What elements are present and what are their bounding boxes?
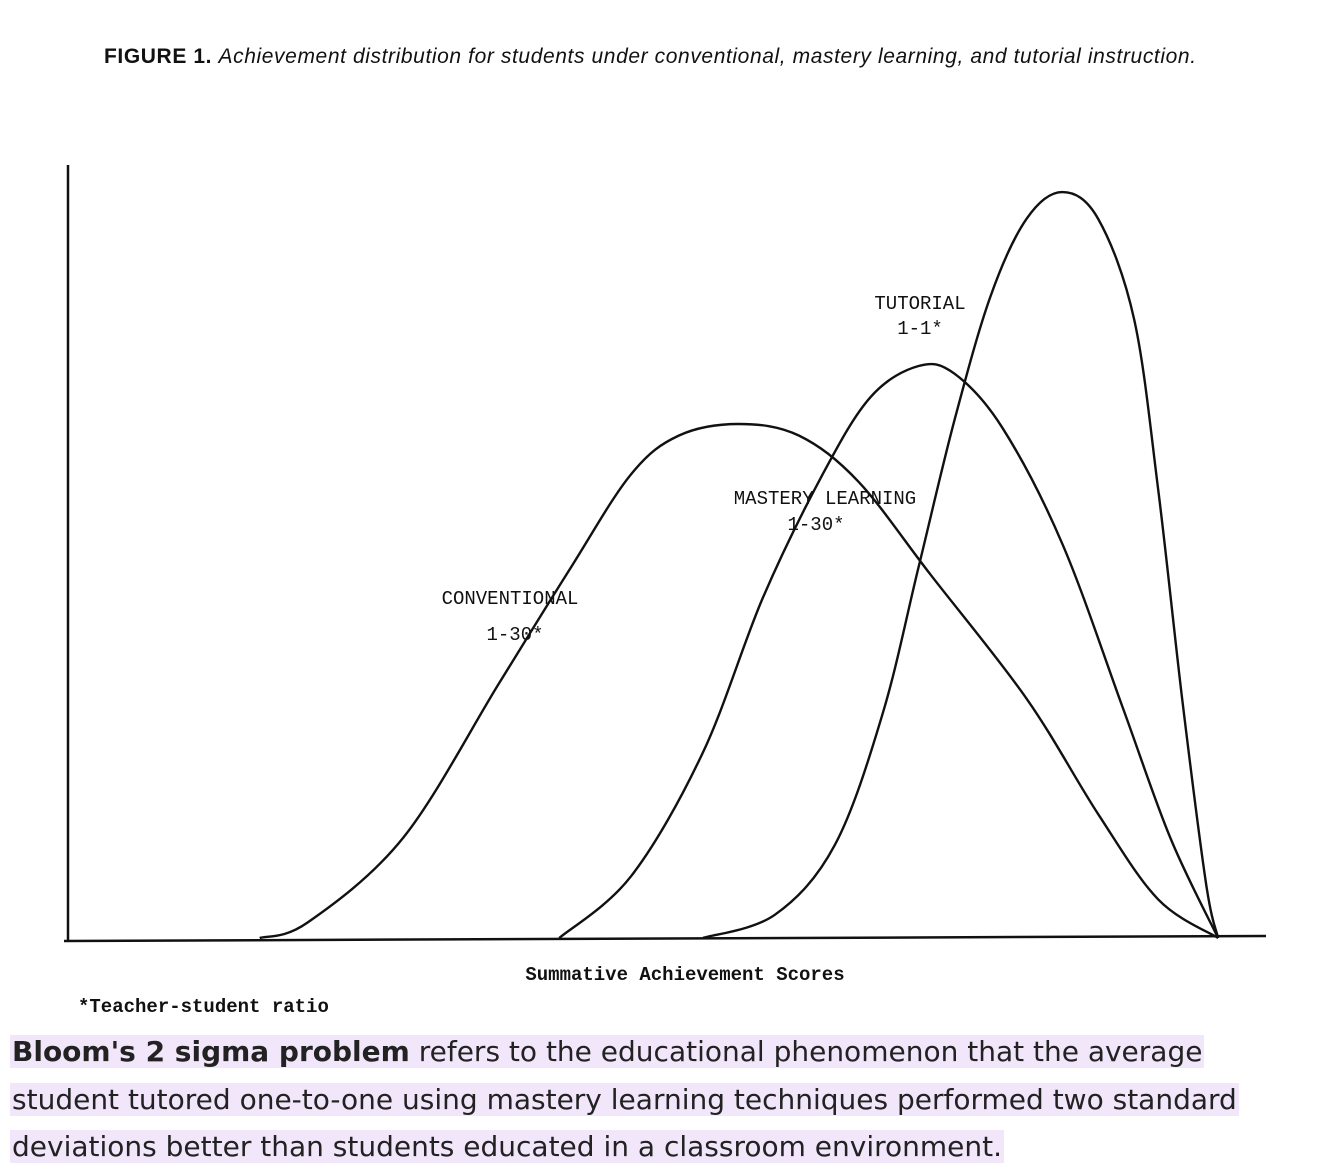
description-highlight: [10, 1035, 1239, 1163]
series-ratio-tutorial: 1-1*: [897, 318, 943, 340]
series-ratio-mastery-learning: 1-30*: [787, 514, 845, 536]
series-label-tutorial: TUTORIAL: [874, 293, 966, 315]
series-label-conventional: CONVENTIONAL: [441, 588, 579, 610]
description-text: refers to the educational phenomenon that the average student tutored one-to-one using mastery learning techniques performed two standard deviations better than students educated in a classroom environment.: [12, 1035, 1237, 1163]
series-curve-mastery-learning: [559, 364, 1218, 938]
x-axis-label: Summative Achievement Scores: [525, 964, 845, 986]
description-bold-term: Bloom's 2 sigma problem: [12, 1035, 410, 1068]
figure-caption-lead: FIGURE 1.: [104, 45, 213, 68]
series-ratio-conventional: 1-30*: [486, 624, 544, 646]
description-paragraph: [10, 1028, 1306, 1171]
figure-caption-text: Achievement distribution for students under conventional, mastery learning, and tutorial instruction.: [218, 45, 1197, 68]
footnote-ratio: *Teacher-student ratio: [78, 996, 329, 1018]
x-axis: [64, 936, 1266, 941]
series-label-mastery-learning: MASTERY LEARNING: [733, 488, 917, 510]
